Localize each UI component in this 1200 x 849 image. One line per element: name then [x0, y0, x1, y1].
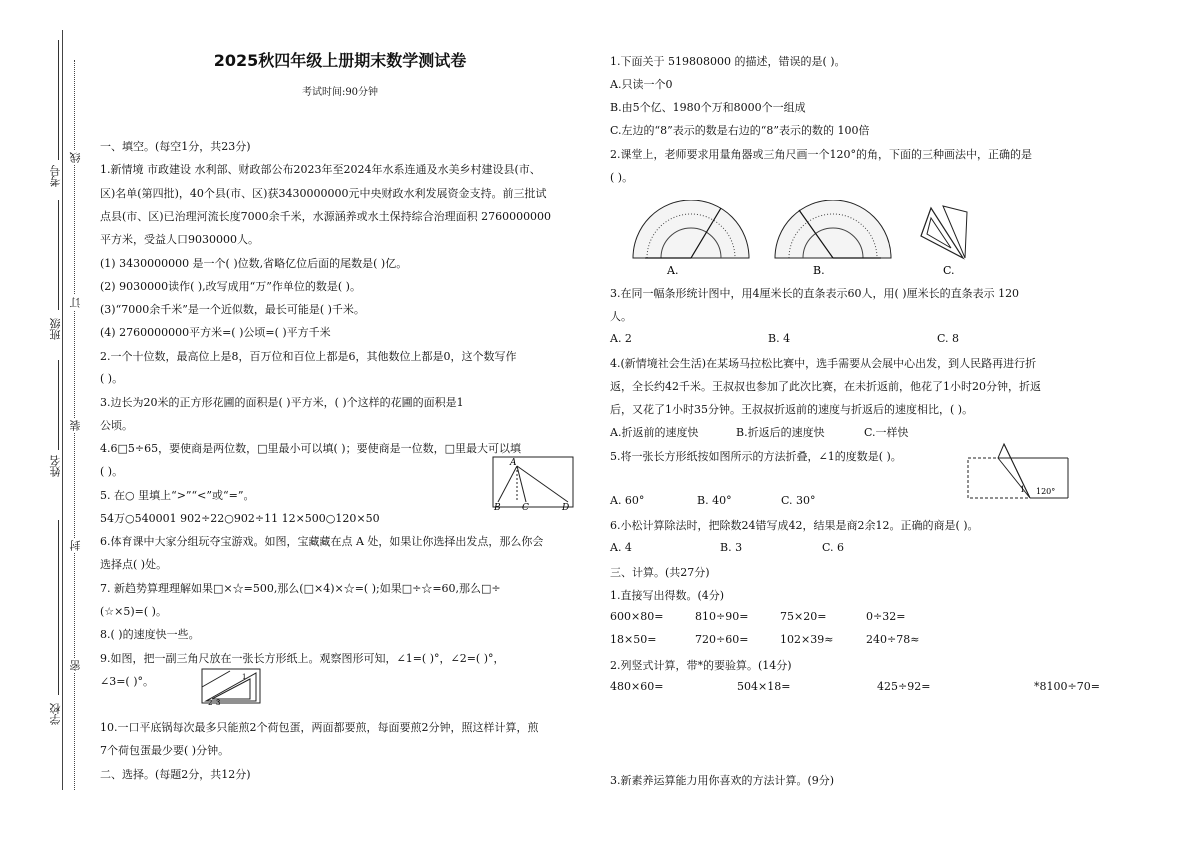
- choice-q4-text-cont2: 后，又花了1小时35分钟。王叔叔折返前的速度与折返后的速度相比，( )。: [610, 403, 974, 416]
- choice-q4-text-cont: 返，全长约42千米。王叔叔也参加了此次比赛，在未折返前，他花了1小时20分钟，折返: [610, 380, 1041, 393]
- choice-q5-option-b: B. 40°: [697, 494, 732, 507]
- q6-answer: 选择点( )处。: [100, 558, 168, 571]
- q1-part2: (2) 9030000读作( ),改写成用“万”作单位的数是( )。: [100, 280, 361, 293]
- choice-q3-option-a: A. 2: [610, 332, 632, 345]
- margin-word-xian: 线: [69, 152, 82, 163]
- point-A: A: [510, 458, 517, 468]
- calc-q3-heading: 3.新素养运算能力用你喜欢的方法计算。(9分): [610, 774, 835, 787]
- point-B: B: [494, 503, 501, 512]
- choice-q6-text: 6.小松计算除法时，把除数24错写成42，结果是商2余12。正确的商是( )。: [610, 519, 979, 532]
- q5-items: 54万○540001 902÷22○902÷11 12×500○120×50: [100, 512, 380, 525]
- angle-1-mark: 1: [242, 673, 247, 681]
- choice-q6-option-c: C. 6: [822, 541, 845, 554]
- choice-q3-option-c: C. 8: [937, 332, 960, 345]
- class-blank: [58, 200, 59, 310]
- q3-text-cont: 公顷。: [100, 419, 133, 432]
- margin-word-mi: 密: [69, 660, 82, 671]
- section-calc-heading: 三、计算。(共27分): [610, 566, 710, 579]
- exam-no-blank: [58, 40, 59, 160]
- choice-q3-text: 3.在同一幅条形统计图中，用4厘米长的直条表示60人，用( )厘米长的直条表示 120: [610, 287, 1020, 300]
- q8-text: 8.( )的速度快一些。: [100, 628, 200, 641]
- vertical-calc-item: 480×60=: [610, 680, 664, 693]
- choice-q3-text-cont: 人。: [610, 310, 632, 323]
- choice-q5-fold-figure: [964, 440, 1074, 502]
- vertical-calc-item: 504×18=: [737, 680, 791, 693]
- exam-no-label: 考号: [49, 165, 62, 187]
- calc-item: 240÷78≈: [866, 633, 920, 646]
- protractor-a-label: A.: [667, 264, 679, 277]
- choice-q2-text: 2.课堂上，老师要求用量角器或三角尺画一个120°的角，下面的三种画法中，正确的是: [610, 148, 1032, 161]
- set-square-c-label: C.: [943, 264, 955, 277]
- choice-q1-option-b: B.由5个亿、1980个万和8000个一组成: [610, 101, 806, 114]
- school-label: 学校: [49, 703, 62, 725]
- exam-title: 2025秋四年级上册期末数学测试卷: [213, 51, 467, 70]
- vertical-calc-item: *8100÷70=: [1034, 680, 1100, 693]
- binding-line: [62, 30, 63, 790]
- calc-q2-heading: 2.列竖式计算，带*的要验算。(14分): [610, 659, 792, 672]
- exam-time: 考试时间:90分钟: [301, 87, 379, 98]
- choice-q6-option-a: A. 4: [610, 541, 632, 554]
- q4-text: 4.6□5÷65，要使商是两位数，□里最小可以填( )；要使商是一位数，□里最大可以填: [100, 442, 521, 455]
- fold-angle-1: 1: [1020, 485, 1026, 494]
- protractor-b: [775, 200, 891, 277]
- set-square-c: [921, 206, 967, 277]
- q9-text-cont: ∠3=( )°。: [100, 675, 155, 688]
- calc-item: 600×80=: [610, 610, 664, 623]
- choice-q5-text: 5.将一张长方形纸按如图所示的方法折叠，∠1的度数是( )。: [610, 450, 902, 463]
- protractor-b-label: B.: [813, 264, 825, 277]
- choice-q1-option-c: C.左边的“8”表示的数是右边的“8”表示的数的 100倍: [610, 124, 870, 137]
- choice-q2-figures: [625, 200, 985, 278]
- q7-text: 7. 新趋势算理理解如果□×☆=500,那么(□×4)×☆=( );如果□÷☆=60,那么□÷: [100, 582, 501, 595]
- q9-text: 9.如图，把一副三角尺放在一张长方形纸上。观察图形可知，∠1=( )°，∠2=( )°，: [100, 652, 505, 665]
- class-label: 班级: [49, 318, 62, 340]
- choice-q4-option-c: C.一样快: [864, 426, 909, 439]
- calc-item: 0÷32=: [866, 610, 906, 623]
- margin-word-ding: 订: [69, 297, 82, 308]
- q9-triangle-figure: [200, 665, 264, 707]
- q5-text: 5. 在○ 里填上“>”“<”或“=”。: [100, 489, 255, 502]
- section-fill-heading: 一、填空。(每空1分，共23分): [100, 140, 251, 153]
- q6-text: 6.体育课中大家分组玩夺宝游戏。如图，宝藏藏在点 A 处，如果让你选择出发点，那么你会: [100, 535, 544, 548]
- calc-item: 18×50=: [610, 633, 657, 646]
- point-C: C: [522, 503, 529, 512]
- q2-answer: ( )。: [100, 372, 124, 385]
- q1-part4: (4) 2760000000平方米=( )公顷=( )平方千米: [100, 326, 331, 339]
- q1-text-line3: 点县(市、区)已治理河流长度7000余千米，水源涵养或水土保持综合治理面积 2760000000: [100, 210, 552, 223]
- calc-item: 102×39≈: [780, 633, 834, 646]
- q1-text-line1: 1.新情境 市政建设 水利部、财政部公布2023年至2024年水系连通及水美乡村建设县(市、: [100, 163, 541, 176]
- school-blank: [58, 520, 59, 695]
- angle-3-mark: 3: [216, 699, 221, 707]
- section-choice-heading: 二、选择。(每题2分，共12分): [100, 768, 251, 781]
- q3-text: 3.边长为20米的正方形花圃的面积是( )平方米，( )个这样的花圃的面积是1: [100, 396, 464, 409]
- choice-q5-option-c: C. 30°: [781, 494, 816, 507]
- vertical-calc-item: 425÷92=: [877, 680, 931, 693]
- choice-q1-option-a: A.只读一个0: [610, 78, 673, 91]
- choice-q4-option-b: B.折返后的速度快: [736, 426, 825, 439]
- q4-answer: ( )。: [100, 465, 124, 478]
- point-D: D: [562, 503, 570, 512]
- calc-item: 75×20=: [780, 610, 827, 623]
- calc-item: 810÷90=: [695, 610, 749, 623]
- choice-q4-option-a: A.折返前的速度快: [610, 426, 699, 439]
- choice-q6-option-b: B. 3: [720, 541, 743, 554]
- q1-part1: (1) 3430000000 是一个( )位数,省略亿位后面的尾数是( )亿。: [100, 257, 408, 270]
- q10-text-cont: 7个荷包蛋最少要( )分钟。: [100, 744, 230, 757]
- choice-q1-text: 1.下面关于 519808000 的描述，错误的是( )。: [610, 55, 846, 68]
- choice-q5-option-a: A. 60°: [610, 494, 645, 507]
- angle-2-mark: 2: [208, 699, 213, 707]
- q1-text-line2: 区)名单(第四批)，40个县(市、区)获3430000000元中央财政水利发展资金支持。前三批试: [100, 187, 547, 200]
- q1-text-line4: 平方米，受益人口9030000人。: [100, 233, 259, 246]
- margin-word-zhuang: 装: [69, 420, 82, 431]
- q10-text: 10.一口平底锅每次最多只能煎2个荷包蛋，两面都要煎，每面要煎2分钟，照这样计算，煎: [100, 721, 539, 734]
- choice-q3-option-b: B. 4: [768, 332, 791, 345]
- fold-angle-120: 120°: [1036, 487, 1056, 496]
- q2-text: 2.一个十位数，最高位上是8，百万位和百位上都是6，其他数位上都是0，这个数写作: [100, 350, 517, 363]
- margin-word-feng: 封: [69, 540, 82, 551]
- name-blank: [58, 360, 59, 450]
- choice-q2-answer: ( )。: [610, 171, 634, 184]
- calc-q1-heading: 1.直接写出得数。(4分): [610, 589, 725, 602]
- name-label: 姓名: [49, 455, 62, 477]
- choice-q4-text: 4.(新情境社会生活)在某场马拉松比赛中，选手需要从会展中心出发，到人民路再进行折: [610, 357, 1037, 370]
- q7-text-cont: (☆×5)=( )。: [100, 605, 167, 618]
- calc-item: 720÷60=: [695, 633, 749, 646]
- q6-treasure-figure: [490, 452, 578, 512]
- q1-part3: (3)“7000余千米”是一个近似数，最长可能是( )千米。: [100, 303, 365, 316]
- protractor-a: [633, 200, 749, 277]
